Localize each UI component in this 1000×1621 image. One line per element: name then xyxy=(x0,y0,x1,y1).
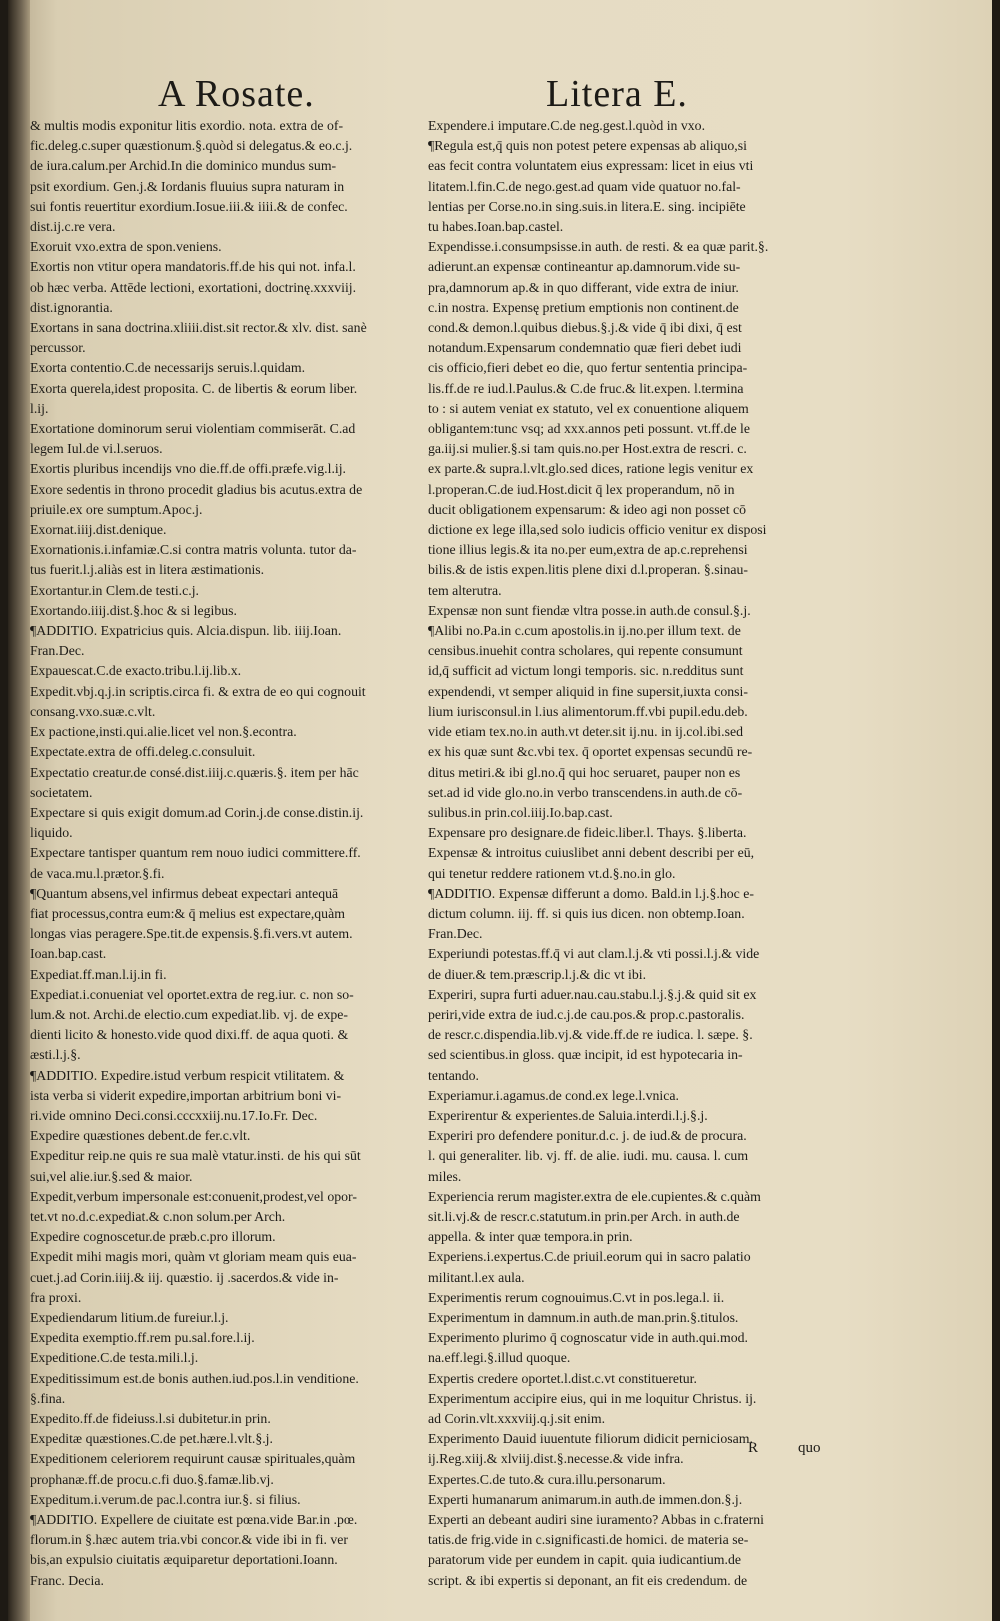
text-line: Experiri, supra furti aduer.nau.cau.stabu.l.j.§.j.& quid sit ex xyxy=(428,986,757,1002)
text-line: Expensæ & introitus cuiuslibet anni debent describi per eū, xyxy=(428,845,755,861)
text-line: ij.Reg.xiij.& xlviij.dist.§.necesse.& vide infra. xyxy=(428,1451,684,1467)
text-line: set.ad id vide glo.no.in verbo transcendens.in auth.de cō- xyxy=(428,784,743,800)
text-line: sui,vel alie.iur.§.sed & maior. xyxy=(30,1168,193,1184)
text-line: censibus.inuehit contra scholares, qui repente consumunt xyxy=(428,643,743,659)
text-line: priuile.ex ore sumptum.Apoc.j. xyxy=(30,501,203,517)
text-line: l.properan.C.de iud.Host.dicit q̄ lex properandum, nō in xyxy=(428,481,735,497)
right-column xyxy=(428,116,833,1588)
text-line: Exortantur.in Clem.de testi.c.j. xyxy=(30,582,199,598)
text-line: & multis modis exponitur litis exordio. nota. extra de of- xyxy=(30,118,344,133)
binding-gutter xyxy=(8,0,30,1621)
text-line: ad Corin.vlt.xxxviij.q.j.sit enim. xyxy=(428,1411,606,1426)
text-line: dictione ex lege illa,sed solo iudicis officio venitur ex disposi xyxy=(428,522,767,538)
text-line: Exortando.iiij.dist.§.hoc & si legibus. xyxy=(30,602,237,618)
text-line: ri.vide omnino Deci.consi.cccxxiij.nu.17.Io.Fr. Dec. xyxy=(30,1107,318,1123)
text-line: Experirentur & experientes.de Saluia.interdi.l.j.§.j. xyxy=(428,1107,708,1123)
text-line: Expendere.i imputare.C.de neg.gest.l.quòd in vxo. xyxy=(428,118,706,133)
text-line: ¶ADDITIO. Expedire.istud verbum respicit vtilitatem. & xyxy=(30,1067,345,1083)
text-line: Expediendarum litium.de fureiur.l.j. xyxy=(30,1309,229,1325)
text-line: Expectare tantisper quantum rem nouo iudici committere.ff. xyxy=(30,845,361,861)
text-line: ob hæc verba. Attēde lectioni, exortationi, doctrinę.xxxviij. xyxy=(30,279,357,295)
header-right: Litera E. xyxy=(546,73,688,115)
text-line: Expeditissimum est.de bonis authen.iud.pos.l.in venditione. xyxy=(30,1370,359,1386)
text-line: Fran.Dec. xyxy=(30,643,85,659)
text-line: expendendi, vt semper aliquid in fine supersit,iuxta consi- xyxy=(428,683,748,699)
text-line: Expectatio creatur.de consé.dist.iiij.c.quæris.§. item per hāc xyxy=(30,764,359,780)
text-line: Expedit,verbum impersonale est:conuenit,prodest,vel opor- xyxy=(30,1188,357,1204)
text-line: ditus metiri.& ibi gl.no.q̄ qui hoc seruaret, pauper non es xyxy=(428,764,741,780)
text-line: notandum.Expensarum condemnatio quæ fieri debet iudi xyxy=(428,340,742,356)
text-line: ¶Alibi no.Pa.in c.cum apostolis.in ij.no.per illum text. de xyxy=(428,623,741,639)
text-line: Experti an debeant audiri sine iuramento? Abbas in c.fraterni xyxy=(428,1512,764,1528)
text-line: appella. & inter quæ tempora.in prin. xyxy=(428,1229,633,1245)
text-line: de rescr.c.dispendia.lib.vj.& vide.ff.de re iudica. l. sæpe. §. xyxy=(428,1027,753,1043)
text-line: Expensare pro designare.de fideic.liber.l. Thays. §.liberta. xyxy=(428,825,747,841)
text-line: ¶Regula est,q̄ quis non potest petere expensas ab aliquo,si xyxy=(428,138,747,154)
text-line: Experimentis rerum cognouimus.C.vt in pos.lega.l. ii. xyxy=(428,1289,725,1305)
text-line: Experiens.i.expertus.C.de priuil.eorum qui in sacro palatio xyxy=(428,1249,751,1265)
text-line: de vaca.mu.l.prætor.§.fi. xyxy=(30,865,165,881)
text-line: de diuer.& tem.præscrip.l.j.& dic vt ibi. xyxy=(428,966,647,982)
text-line: lum.& not. Archi.de electio.cum expediat.lib. vj. de expe- xyxy=(30,1006,349,1022)
text-line: adierunt.an expensæ contineantur ap.damnorum.vide su- xyxy=(428,259,741,275)
text-line: litatem.l.fin.C.de nego.gest.ad quam vide quatuor no.fal- xyxy=(428,178,741,194)
text-line: bis,an expulsio ciuitatis æquiparetur deportationi.Ioann. xyxy=(30,1552,338,1568)
text-line: Exortatione dominorum serui violentiam commiserāt. C.ad xyxy=(30,421,356,437)
text-line: Experimento plurimo q̄ cognoscatur vide in auth.qui.mod. xyxy=(428,1330,748,1346)
text-line: prophanæ.ff.de procu.c.fi duo.§.famæ.lib.vj. xyxy=(30,1471,274,1487)
text-line: fiat processus,contra eum:& q̄ melius est expectare,quàm xyxy=(30,905,345,921)
text-line: societatem. xyxy=(30,784,93,800)
text-line: sulibus.in prin.col.iiij.Io.bap.cast. xyxy=(428,804,613,820)
text-line: dist.ij.c.re vera. xyxy=(30,219,116,235)
text-line: liquido. xyxy=(30,825,73,841)
text-line: tentando. xyxy=(428,1067,479,1083)
text-line: ex parte.& supra.l.vlt.glo.sed dices, ratione legis venitur ex xyxy=(428,461,754,477)
text-line: sit.li.vj.& de rescr.c.statutum.in prin.per Arch. in auth.de xyxy=(428,1208,740,1224)
text-line: Expeditum.i.verum.de pac.l.contra iur.§. si filius. xyxy=(30,1491,301,1507)
text-line: ¶ADDITIO. Expellere de ciuitate est pœna.vide Bar.in .pœ. xyxy=(30,1512,358,1528)
text-line: longas vias peragere.Spe.tit.de expensis.§.fi.vers.vt autem. xyxy=(30,926,353,942)
text-line: Expedita exemptio.ff.rem pu.sal.fore.l.ij. xyxy=(30,1330,255,1346)
text-line: ¶Quantum absens,vel infirmus debeat expectari antequā xyxy=(30,885,339,901)
book-page xyxy=(8,0,992,1621)
text-line: c.in nostra. Expensę pretium emptionis non continent.de xyxy=(428,299,739,315)
text-line: tione illius legis.& ita no.per eum,extra de ap.c.reprehensi xyxy=(428,542,748,558)
text-line: Expectate.extra de offi.deleg.c.consuluit. xyxy=(30,744,256,760)
text-line: Expauescat.C.de exacto.tribu.l.ij.lib.x. xyxy=(30,663,242,679)
text-line: tatis.de frig.vide in c.significasti.de homici. de materia se- xyxy=(428,1532,749,1548)
text-line: cuet.j.ad Corin.iiij.& iij. quæstio. ij .sacerdos.& vide in- xyxy=(30,1269,339,1285)
text-line: Expertis credere oportet.l.dist.c.vt constitueretur. xyxy=(428,1370,697,1386)
text-line: dictum column. iij. ff. si quis ius dicen. non obtemp.Ioan. xyxy=(428,905,745,921)
text-line: Expedit.vbj.q.j.in scriptis.circa fi. & extra de eo qui cognouit xyxy=(30,683,366,699)
text-line: Expedito.ff.de fideiuss.l.si dubitetur.in prin. xyxy=(30,1411,271,1426)
text-line: sui fontis reuertitur exordium.Iosue.iii.& iiii.& de confec. xyxy=(30,198,348,214)
signature-mark: R xyxy=(748,1440,759,1456)
text-line: §.fina. xyxy=(30,1390,66,1406)
text-line: ex his quæ sunt &c.vbi tex. q̄ oportet expensas secundū re- xyxy=(428,744,753,760)
text-line: tus fuerit.l.j.aliàs est in litera æstimationis. xyxy=(30,562,265,578)
text-line: l. qui generaliter. lib. vj. ff. de alie. iudi. mu. causa. l. cum xyxy=(428,1148,749,1164)
text-line: cond.& demon.l.quibus diebus.§.j.& vide q̄ ibi dixi, q̄ est xyxy=(428,320,742,336)
text-line: tem alterutra. xyxy=(428,582,502,598)
header-left: A Rosate. xyxy=(158,73,315,115)
text-line: Exornat.iiij.dist.denique. xyxy=(30,522,167,538)
text-line: ista verba si viderit expedire,importan arbitrium boni vi- xyxy=(30,1087,342,1103)
text-line: ga.iij.si mulier.§.si tam quis.no.per Host.extra de rescri. c. xyxy=(428,441,747,457)
text-line: Experiencia rerum magister.extra de ele.cupientes.& c.quàm xyxy=(428,1188,761,1204)
text-line: Exornationis.i.infamiæ.C.si contra matris volunta. tutor da- xyxy=(30,542,357,558)
text-line: script. & ibi expertis si deponant, an fit eis credendum. de xyxy=(428,1572,748,1588)
text-line: Experiamur.i.agamus.de cond.ex lege.l.vnica. xyxy=(428,1087,679,1103)
text-line: psit exordium. Gen.j.& Iordanis fluuius supra naturam in xyxy=(30,178,345,194)
text-line: Expediat.ff.man.l.ij.in fi. xyxy=(30,966,167,982)
text-line: Exoruit vxo.extra de spon.veniens. xyxy=(30,239,222,255)
text-line: Exore sedentis in throno procedit gladius bis acutus.extra de xyxy=(30,481,363,497)
text-line: qui tenetur reddere rationem vt.d.§.no.in glo. xyxy=(428,865,676,881)
text-line: Expeditione.C.de testa.mili.l.j. xyxy=(30,1350,199,1366)
text-line: percussor. xyxy=(30,340,86,356)
text-line: Franc. Decia. xyxy=(30,1572,104,1588)
text-line: lis.ff.de re iud.l.Paulus.& C.de fruc.& lit.expen. l.termina xyxy=(428,380,744,396)
text-line: vide etiam tex.no.in auth.vt deter.sit ij.nu. in ij.col.ibi.sed xyxy=(428,724,743,740)
text-line: l.ij. xyxy=(30,400,49,416)
text-line: na.eff.legi.§.illud quoque. xyxy=(428,1350,571,1366)
text-line: æsti.l.j.§. xyxy=(30,1047,81,1063)
text-line: Expertes.C.de tuto.& cura.illu.personarum. xyxy=(428,1471,666,1487)
text-line: legem Iul.de vi.l.seruos. xyxy=(30,441,163,457)
text-line: Exortis pluribus incendijs vno die.ff.de offi.præfe.vig.l.ij. xyxy=(30,461,347,477)
text-line: Expectare si quis exigit domum.ad Corin.j.de conse.distin.ij. xyxy=(30,804,364,820)
text-line: id,q̄ sufficit ad victum longi temporis. sic. n.redditus sunt xyxy=(428,663,744,679)
text-line: lium iurisconsul.in l.ius alimentorum.ff.vbi pupil.edu.deb. xyxy=(428,703,748,719)
text-line: tet.vt no.d.c.expediat.& c.non solum.per Arch. xyxy=(30,1208,286,1224)
text-line: Experimentum in damnum.in auth.de man.prin.§.titulos. xyxy=(428,1309,739,1325)
text-line: Exorta contentio.C.de necessarijs seruis.l.quidam. xyxy=(30,360,306,376)
text-line: militant.l.ex aula. xyxy=(428,1269,525,1285)
text-line: pra,damnorum ap.& in quo differant, vide extra de iniur. xyxy=(428,279,739,295)
text-line: Exorta querela,idest proposita. C. de libertis & eorum liber. xyxy=(30,380,358,396)
text-line: fic.deleg.c.super quæstionum.§.quòd si delegatus.& eo.c.j. xyxy=(30,138,353,154)
text-line: Expediat.i.conueniat vel oportet.extra de reg.iur. c. non so- xyxy=(30,986,354,1002)
text-line: lentias per Corse.no.in sing.suis.in litera.E. sing. incipiēte xyxy=(428,198,746,214)
text-line: Expensæ non sunt fiendæ vltra posse.in auth.de consul.§.j. xyxy=(428,602,751,618)
text-line: Expeditur reip.ne quis re sua malè vtatur.insti. de his qui sūt xyxy=(30,1148,361,1164)
text-line: bilis.& de istis expen.litis plene dixi d.l.properan. §.sinau- xyxy=(428,562,748,578)
text-line: tu habes.Ioan.bap.castel. xyxy=(428,219,564,235)
running-header xyxy=(8,72,992,122)
text-line: ¶ADDITIO. Expatricius quis. Alcia.dispun. lib. iiij.Ioan. xyxy=(30,623,342,639)
left-column xyxy=(30,116,422,1588)
text-line: dist.ignorantia. xyxy=(30,299,113,315)
text-line: dienti licito & honesto.vide quod dixi.ff. de aqua quoti. & xyxy=(30,1027,349,1043)
text-line: obligantem:tunc vsq; ad xxx.annos peti possunt. vt.ff.de le xyxy=(428,421,751,437)
text-line: to : si autem veniat ex statuto, vel ex conuentione aliquem xyxy=(428,400,749,416)
text-line: Experiundi potestas.ff.q̄ vi aut clam.l.j.& vti possi.l.j.& vide xyxy=(428,946,760,962)
text-line: Expedire cognoscetur.de præb.c.pro illorum. xyxy=(30,1229,276,1245)
text-line: Exortis non vtitur opera mandatoris.ff.de his qui not. infa.l. xyxy=(30,259,356,275)
text-line: de iura.calum.per Archid.In die dominico mundus sum- xyxy=(30,158,337,174)
text-line: Expedire quæstiones debent.de fer.c.vlt. xyxy=(30,1128,251,1144)
catchword: quo xyxy=(798,1440,821,1456)
text-line: Ex pactione,insti.qui.alie.licet vel non.§.econtra. xyxy=(30,724,297,740)
text-line: Expeditionem celeriorem requirunt causæ spirituales,quàm xyxy=(30,1451,356,1467)
text-line: Exortans in sana doctrina.xliiii.dist.sit rector.& xlv. dist. sanè xyxy=(30,320,367,336)
text-line: florum.in §.hæc autem tria.vbi concor.& vide ibi in fi. ver xyxy=(30,1532,349,1548)
text-line: consang.vxo.suæ.c.vlt. xyxy=(30,703,156,719)
text-line: Experimento Dauid iuuentute filiorum didicit perniciosam. xyxy=(428,1431,753,1447)
text-line: ducit obligationem expensarum: & ideo agi non posset cō xyxy=(428,501,747,517)
text-line: fra proxi. xyxy=(30,1289,82,1305)
text-line: sed scientibus.in gloss. quæ incipit, id est hypotecaria in- xyxy=(428,1047,743,1063)
text-line: miles. xyxy=(428,1168,462,1184)
text-line: periri,vide extra de iud.c.j.de cau.pos.& prop.c.pastoralis. xyxy=(428,1006,745,1022)
text-line: Experimentum accipire eius, qui in me loquitur Christus. ij. xyxy=(428,1390,757,1406)
text-line: Ioan.bap.cast. xyxy=(30,946,107,962)
text-line: cis officio,fieri debet eo die, quo fertur sententia principa- xyxy=(428,360,748,376)
text-line: Experiri pro defendere ponitur.d.c. j. de iud.& de procura. xyxy=(428,1128,747,1144)
text-line: Expeditæ quæstiones.C.de pet.hære.l.vlt.§.j. xyxy=(30,1431,273,1447)
text-line: Fran.Dec. xyxy=(428,926,483,942)
text-line: eas fecit contra voluntatem eius expressam: licet in eius vti xyxy=(428,158,754,174)
text-line: ¶ADDITIO. Expensæ differunt a domo. Bald.in l.j.§.hoc e- xyxy=(428,885,754,901)
text-line: paratorum vide per eundem in capit. quia iudicantium.de xyxy=(428,1552,742,1568)
text-line: Expedit mihi magis mori, quàm vt gloriam meam quis eua- xyxy=(30,1249,357,1265)
text-line: Expendisse.i.consumpsisse.in auth. de resti. & ea quæ parit.§. xyxy=(428,239,769,255)
text-line: Experti humanarum animarum.in auth.de immen.don.§.j. xyxy=(428,1491,743,1507)
